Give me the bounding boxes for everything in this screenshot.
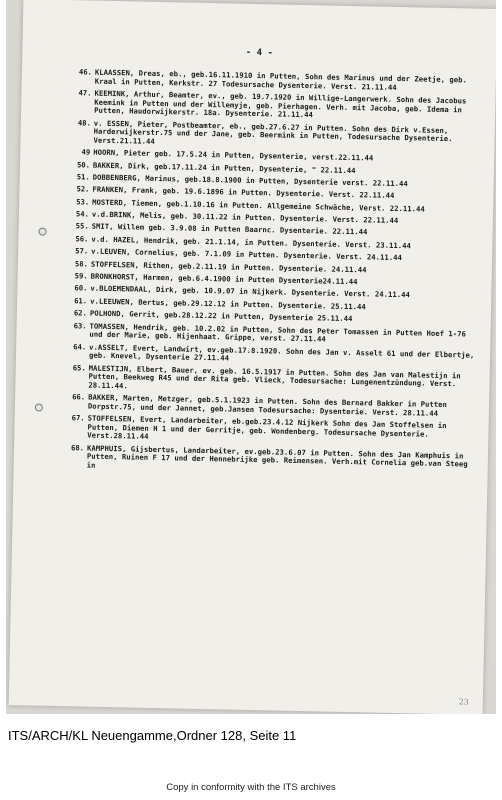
page-number: - 4 -: [245, 47, 274, 59]
entry-text: v.d. HAZEL, Hendrik, geb. 21.1.14, in Putten. Dysenterie. Verst. 23.11.44: [91, 234, 412, 251]
entry-text: BAKKER, Marten, Metzger, geb.5.1.1923 in Putten. Sohn des Bernard Bakker in Putten Dorpstr.75, und der Jannet, geb.Jansen Todesursache: Dysenterie. Verst. 28.11.44: [87, 392, 448, 418]
entry-number: 56.: [75, 234, 89, 244]
entry-text: v.BLOEMENDAAL, Dirk, geb. 10.9.07 in Nijkerk. Dysenterie. Verst. 24.11.44: [90, 284, 410, 300]
entry-number: 57.: [75, 246, 89, 256]
entry-text: v.LEUVEN, Cornelius, geb. 7.1.09 in Putten. Dysenterie. Verst. 24.11.44: [91, 246, 402, 263]
entry-number: 60.: [74, 283, 88, 293]
entry-number: 63.: [73, 320, 87, 331]
entry-text: BRONKHORST, Harmen, geb.6.4.1900 in Putten Dysenterie24.11.44: [90, 271, 358, 287]
entry-text: SMIT, Willem geb. 3.9.08 in Putten Baarnc. Dysenterie. 22.11.44: [91, 222, 368, 237]
entry-number: 64.: [73, 341, 87, 352]
footer-note: Copy in conformity with the ITS archives: [166, 782, 336, 793]
entry-number: 68.: [70, 442, 85, 453]
entry-text: KAMPHUIS, Gijsbertus, Landarbeiter, ev.geb.23.6.07 in Putten. Sohn des Jan Kamphuis in Putten, Ruinen F 17 und der Hennebrijke geb. Reimensen. Verh.mit Cornelia geb.van Steeg in: [86, 443, 468, 470]
entry-number: 67.: [71, 413, 85, 423]
entry-text: MALESTIJN, Elbert, Bauer, ev. geb. 16.5.1917 in Putten. Sohn des Jan van Malestijn in Putten, Beekweg R45 und der Rita geb. Vlieck, Todesursache: Lungenentzündung. Verst. 28.11.44.: [88, 363, 461, 391]
entry-number: 65.: [72, 362, 86, 373]
entry-text: v.LEEUWEN, Bertus, geb.29.12.12 in Putten. Dysenterie. 25.11.44: [90, 296, 366, 312]
document-page: [9, 0, 496, 714]
punch-hole-upper: [38, 227, 46, 235]
entry-text: TOMASSEN, Hendrik, geb. 10.2.02 in Putten, Sohn des Peter Tomassen in Putten Hoef 1-76 und der Marie, geb. Hijenhaat. Grippe, verst. 27.11.44: [89, 321, 467, 344]
archive-page-marking: 23: [458, 697, 469, 707]
entry-number: 51.: [76, 172, 90, 182]
entry-text: MOSTERD, Tiemen, geb.1.10.16 in Putten. Allgemeine Schwäche, Verst. 22.11.44: [92, 197, 425, 214]
entry-number: 52.: [76, 184, 90, 194]
entry-text: DOBBENBERG, Marinus, geb.18.8.1900 in Putten, Dysenterie verst. 22.11.44: [92, 172, 408, 189]
entry-number: 59.: [74, 271, 88, 281]
entry-text: HOORN, Pieter geb. 17.5.24 in Putten, Dysenterie, verst.22.11.44: [93, 147, 374, 163]
entry-text: KLAASSEN, Dreas, eb., geb.16.11.1910 in Putten, Sohn des Marinus und der Zeetje, geb. Kraal in Putten, Kerkstr. 27 Todesursache Dysenterie. Verst. 21.11.44: [94, 67, 468, 92]
entry-number: 48.: [77, 117, 91, 128]
entry-text: STOFFELSEN, Evert, Landarbeiter, eb.geb.23.4.12 Nijkerk Sohn des Jan Stoffelsen in Putten, Diemen H 1 und der Gerritje, geb. Wondenberg. Todesursache Dysenterie. Verst.28.11.44: [87, 413, 447, 442]
entry-text: FRANKEN, Frank, geb. 19.6.1896 in Putten. Dysenterie. Verst. 22.11.44: [92, 184, 395, 201]
entry-number: 49: [81, 147, 91, 157]
entry-text: BAKKER, Dirk, geb.17.11.24 in Putten, Dysenterie, " 22.11.44: [92, 160, 356, 175]
entry-number: 61.: [74, 296, 88, 306]
entry-number: 62.: [73, 308, 87, 318]
archive-caption: ITS/ARCH/KL Neuengamme,Ordner 128, Seite 11: [8, 728, 297, 743]
entry-number: 58.: [74, 258, 89, 269]
entry-number: 54.: [75, 209, 90, 219]
entry-number: 47.: [78, 88, 92, 98]
entry-text: KEEMINK, Arthur, Beamter, ev., geb. 19.7.1920 in Willige-Langerwerk. Sohn des Jacobus Keemink in Putten und der Willemyje, geb. Pierhagen. Verh. mit Jacoba, geb. Idema in Putten, Haudorwijkerstr. 18a. Dysenterie. 21.11.44: [94, 88, 467, 120]
entry-number: 46.: [78, 67, 93, 77]
entry-number: 50.: [76, 159, 91, 170]
entry-text: v.ASSELT, Evert, Landwirt, ev.geb.17.8.1920. Sohn des Jan v. Asselt 61 und der Elbertje, geb. Knevel, Dysenterie 27.11.44: [88, 342, 475, 363]
entry-text: POLHOND, Gerrit, geb.28.12.22 in Putten, Dysenterie 25.11.44: [89, 308, 353, 324]
list-item: [50, 443, 480, 478]
entry-list: [50, 68, 488, 482]
scanned-document: [6, 0, 496, 714]
entry-text: v.d.BRINK, Melis, geb. 30.11.22 in Putten. Dysenterie. Verst. 22.11.44: [91, 209, 399, 226]
entry-text: v. ESSEN, Pieter, Postbeamter, eb., geb.27.6.27 in Putten. Sohn des Dirk v.Essen, Harderwijkerstr.75 und der Jane, geb. Beermink in Putten, Todesursache Dysenterie. Verst.21.11.44: [93, 118, 453, 146]
entry-text: STOFFELSEN, Rithen, geb.2.11.19 in Putten. Dysenterie. 24.11.44: [90, 259, 367, 275]
entry-number: 53.: [76, 196, 90, 207]
entry-number: 66.: [72, 392, 86, 402]
punch-hole-lower: [35, 403, 43, 411]
entry-number: 55.: [75, 221, 89, 232]
